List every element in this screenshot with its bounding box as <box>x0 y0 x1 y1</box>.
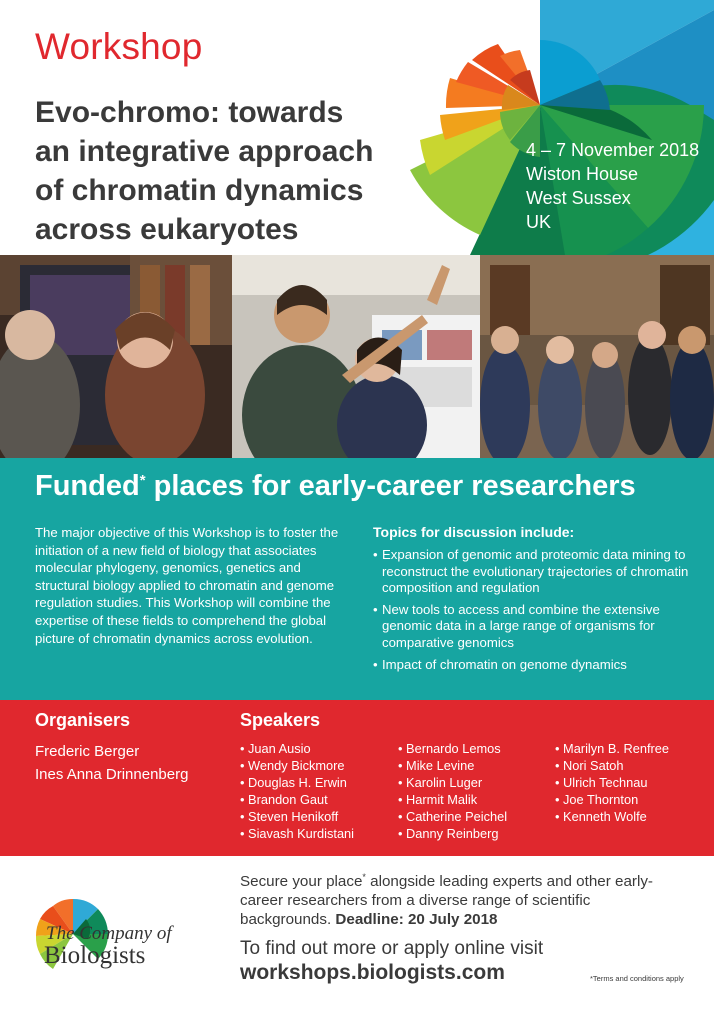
speaker-name: • Kenneth Wolfe <box>555 809 647 824</box>
footer-section <box>0 856 714 1016</box>
speaker-name: • Joe Thornton <box>555 792 639 807</box>
secure-place-text <box>240 868 680 929</box>
funded-heading-word: Funded <box>35 470 140 502</box>
organisers-list <box>35 740 188 786</box>
funded-section <box>0 458 714 700</box>
speaker-name: • Steven Henikoff <box>240 809 339 824</box>
funded-heading-rest: places for early-career researchers <box>145 470 636 502</box>
photo-strip <box>0 255 714 458</box>
topic-text: New tools to access and combine the extensive genomic data in a large range of organisms for comparative genomics <box>382 601 660 650</box>
speaker-name: • Harmit Malik <box>398 792 478 807</box>
event-venue: Wiston House <box>526 164 639 184</box>
speaker-name: • Karolin Luger <box>398 775 483 790</box>
photo-discussion <box>0 255 232 458</box>
speaker-name: • Ulrich Technau <box>555 775 648 790</box>
photo-poster <box>232 255 480 458</box>
topics-heading: Topics for discussion include: <box>373 524 575 540</box>
photo-reception <box>480 255 714 458</box>
organisers-heading: Organisers <box>35 710 131 730</box>
event-info <box>526 138 699 234</box>
speakers-column-2 <box>398 740 507 842</box>
bullet-icon: • <box>373 601 378 617</box>
funded-asterisk: * <box>139 472 146 489</box>
secure-text-b: alongside leading experts and other early-career researchers from a diverse range of scientific backgrounds. <box>240 873 653 929</box>
people-section <box>0 700 714 856</box>
secure-asterisk: * <box>362 872 366 882</box>
speakers-heading: Speakers <box>240 710 321 730</box>
speaker-name: • Catherine Peichel <box>398 809 508 824</box>
find-out-text: To find out more or apply online visit <box>240 938 544 959</box>
bullet-icon: • <box>373 656 378 672</box>
topics-block <box>373 524 693 678</box>
title-line: across eukaryotes <box>35 213 299 246</box>
speaker-name: • Bernardo Lemos <box>398 741 501 756</box>
workshop-label: Workshop <box>35 26 203 67</box>
topic-item <box>373 657 693 674</box>
speaker-name: • Danny Reinberg <box>398 826 499 841</box>
event-country: UK <box>526 212 552 232</box>
topic-text: Expansion of genomic and proteomic data mining to reconstruct the evolutionary trajectories of chromatin composition and regulation <box>382 547 689 596</box>
deadline-text: Deadline: 20 July 2018 <box>335 911 498 929</box>
speaker-name: • Douglas H. Erwin <box>240 775 347 790</box>
topic-item <box>373 602 693 652</box>
secure-text-a: Secure your place <box>240 873 363 891</box>
event-dates: 4 – 7 November 2018 <box>526 140 700 160</box>
workshop-title <box>35 93 435 249</box>
speaker-name: • Nori Satoh <box>555 758 624 773</box>
event-region: West Sussex <box>526 188 631 208</box>
topic-text: Impact of chromatin on genome dynamics <box>382 656 627 672</box>
speaker-name: • Marilyn B. Renfree <box>555 741 670 756</box>
funded-heading <box>35 470 636 503</box>
workshop-url-link[interactable]: workshops.biologists.com <box>240 961 505 984</box>
speakers-column-1 <box>240 740 354 842</box>
speaker-name: • Wendy Bickmore <box>240 758 345 773</box>
objective-paragraph: The major objective of this Workshop is to foster the initiation of a new field of biology that associates molecular phylogeny, genomics, genetics and structural biology applied to chromatin and genome regulation studies. This Workshop will combine the expertise of these fields to comprehend the global picture of chromatin dynamics across evolution. <box>35 525 339 646</box>
terms-note: *Terms and conditions apply <box>590 974 684 983</box>
header-section <box>0 0 714 255</box>
logo-text-line1: The Company of <box>46 923 172 944</box>
organiser-name: Frederic Berger <box>35 743 140 760</box>
logo-text-line2: Biologists <box>44 942 146 969</box>
topic-item <box>373 547 693 597</box>
speakers-column-3 <box>555 740 669 825</box>
title-line: an integrative approach <box>35 135 374 168</box>
organiser-name: Ines Anna Drinnenberg <box>35 766 189 783</box>
title-line: of chromatin dynamics <box>35 174 364 207</box>
speaker-name: • Juan Ausio <box>240 741 311 756</box>
speaker-name: • Siavash Kurdistani <box>240 826 355 841</box>
title-line: Evo-chromo: towards <box>35 96 344 129</box>
speaker-name: • Mike Levine <box>398 758 475 773</box>
speaker-name: • Brandon Gaut <box>240 792 328 807</box>
bullet-icon: • <box>373 547 378 562</box>
